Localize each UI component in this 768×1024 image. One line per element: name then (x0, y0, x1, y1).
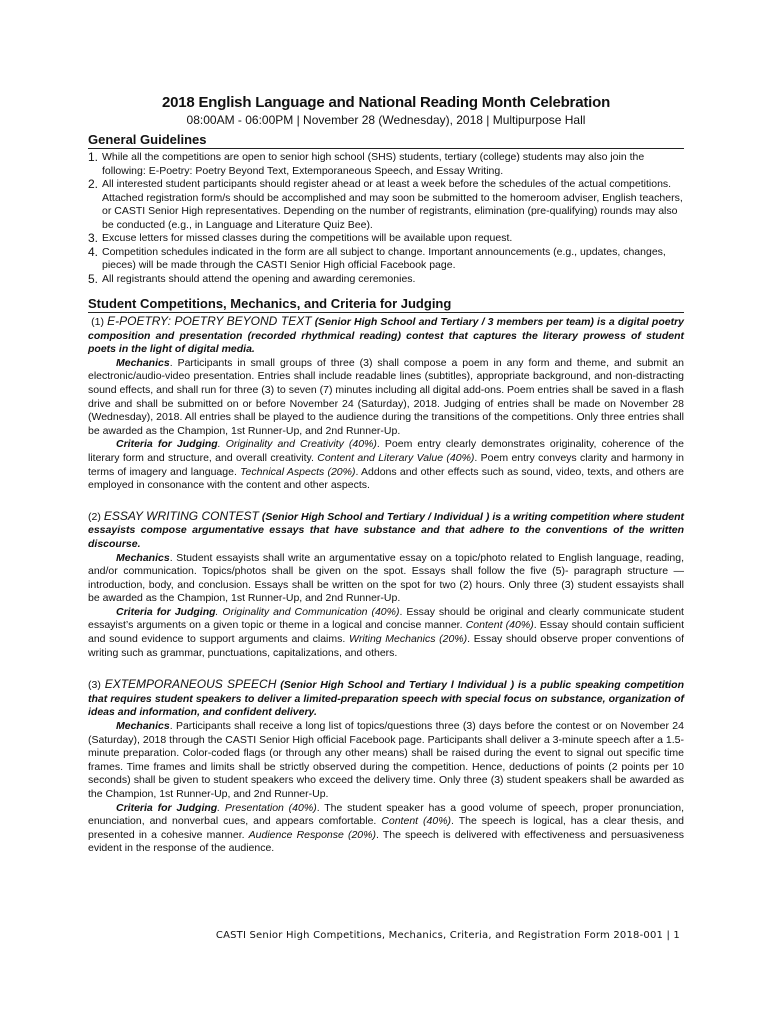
guideline-number: 4. (88, 244, 99, 259)
mechanics-paragraph (88, 720, 684, 802)
criterion-text: . Addons and other effects such as sound, video, texts, and others are employed in consonance with the content and other aspects. (88, 465, 685, 492)
guideline-item (88, 273, 684, 287)
guideline-number: 1. (88, 150, 99, 164)
criteria-paragraph (88, 438, 684, 492)
guideline-item (88, 246, 684, 273)
competition-name: E-POETRY: POETRY BEYOND TEXT (107, 314, 312, 328)
competition-name: EXTEMPORANEOUS SPEECH (104, 677, 277, 692)
guideline-item (88, 151, 684, 178)
criteria-paragraph (88, 606, 684, 660)
competition-desc-text: (Senior High School and Tertiary l Individual ) is a public speaking competition that requires student speakers to deliver a limited-preparation speech with special focus on substance, organization of ideas and information, and confident delivery. (88, 679, 685, 719)
criterion-text: . Essay should be original and clearly communicate student essayist’s arguments on a given topic or theme in a logical and concise manner. (88, 605, 684, 632)
guideline-text: All registrants should attend the opening and awarding ceremonies. (102, 272, 416, 285)
criterion-name: Content (40%) (465, 619, 534, 632)
competition-number: (1) (91, 316, 104, 328)
criteria-label: Criteria for Judging (116, 801, 218, 814)
criterion-name: Content (40%) (381, 815, 452, 828)
page-content (88, 94, 684, 856)
guideline-text: All interested student participants should register ahead or at least a week before the schedules of the actual competitions. Attached registration form/s should be accomplished and may soon be submitted to the homeroom adviser, English teachers, or CASTI Senior High representatives. Depending on the number of registrants, elimination (pre-qualifying) rounds may also be conducted (e.g., in Language and Literature Quiz Bee). (102, 178, 683, 231)
criterion-name: . Presentation (40%) (217, 801, 317, 814)
criterion-name: Content and Literary Value (40%) (317, 451, 475, 464)
guideline-number: 5. (88, 271, 99, 286)
criterion-text: . Essay should contain sufficient and sound evidence to support arguments and claims. (88, 619, 685, 646)
mechanics-text: . Student essayists shall write an argumentative essay on a topic/photo related to English language, reading, and/or communication. Topics/photos shall be given on the spot. Essays shall follow the five (5)- paragraph structure — introduction, body, and conclusion. Essays shall be written on the spot for two (2) hours. Only three (3) student essayists shall be awarded as the Champion, 1st Runner-Up, and 2nd Runner-Up. (88, 551, 684, 605)
guideline-number: 3. (88, 231, 99, 245)
competition-e-poetry (88, 315, 684, 493)
criteria-label: Criteria for Judging (116, 605, 216, 618)
general-guidelines-heading: General Guidelines (88, 132, 684, 149)
guideline-text: Excuse letters for missed classes during the competitions will be available upon request. (102, 232, 513, 244)
competition-desc-text: (Senior High School and Tertiary / 3 members per team) is a digital poetry composition and presentation (recorded rhythmical reading) contest that captures the literary prowess of student poets in the light of digital media. (88, 316, 685, 356)
mechanics-paragraph (88, 552, 684, 606)
criterion-name: . Originality and Communication (40%) (215, 605, 400, 618)
competition-name: ESSAY WRITING CONTEST (103, 508, 259, 523)
criterion-text: . Poem entry clearly demonstrates originality, coherence of the literary form and structure, and overall creativity. (88, 438, 684, 464)
guideline-item (88, 178, 684, 232)
guideline-number: 2. (88, 177, 99, 191)
competition-extemporaneous-speech (88, 678, 684, 856)
mechanics-label: Mechanics (116, 551, 170, 564)
criterion-name: Audience Response (20%) (248, 828, 376, 841)
mechanics-label: Mechanics (116, 720, 170, 733)
competition-number: (3) (88, 679, 101, 692)
criterion-text: . The speech is delivered with effectiveness and persuasiveness evident in the response of the audience. (88, 828, 685, 855)
criterion-text: . The speech is logical, has a clear thesis, and presented in a cohesive manner. (88, 815, 684, 841)
mechanics-text: . Participants in small groups of three (3) shall compose a poem in any form and theme, and submit an electronic/audio-video presentation. Entries shall include readable lines (subtitles), appropriate background, and non-distracting sound effects, and shall run for three (3) to seven (7) minutes including all digital add-ons. Poem entries shall be saved in a flash drive and shall be submitted on or before November 24 (Saturday), 2018. Judging of entries shall be made on November 28 (Wednesday), 2018. All entries shall be played to the audience during the transitions of the competitions. Only three entries shall be awarded as the Champion, 1st Runner-Up, and 2nd Runner-Up. (88, 356, 684, 437)
page-title: 2018 English Language and National Reading Month Celebration (161, 94, 611, 111)
guideline-text: Competition schedules indicated in the form are all subject to change. Important announcements (e.g., updates, changes, pieces) will be made through the CASTI Senior High official Facebook page. (102, 245, 666, 271)
criterion-name: Technical Aspects (20%) (240, 465, 356, 478)
competition-essay-writing (88, 510, 684, 661)
criterion-text: . Essay should observe proper conventions of writing such as grammar, punctuations, capitalizations, and others. (88, 633, 684, 659)
criteria-label: Criteria for Judging (116, 438, 218, 451)
guideline-item (88, 232, 684, 246)
guideline-text: While all the competitions are open to senior high school (SHS) students, tertiary (college) students may also join the following: E-Poetry: Poetry Beyond Text, Extemporaneous Speech, and Essay Writing. (102, 151, 645, 177)
criterion-name: . Originality and Creativity (40%) (217, 438, 377, 451)
criterion-text: . The student speaker has a good volume of speech, proper pronunciation, enunciation, and nonverbal cues, and appears comfortable. (88, 801, 684, 828)
mechanics-text: . Participants shall receive a long list of topics/questions three (3) days before the contest or on November 24 (Saturday), 2018 through the CASTI Senior High official Facebook page. Participants shall deliver a 3-minute speech after a 1.5-minute preparation. Color-coded flags (or through any other means) shall be raised during the event to signal out specific time frames. Time frames and limits shall be strictly observed during the competition. Hence, deductions of points (2 points per 10 seconds) shall be given to student speakers who exceed the delivery time. Only three (3) student speakers shall be awarded as the Champion, 1st Runner-Up, and 2nd Runner-Up. (88, 720, 684, 800)
competitions-heading: Student Competitions, Mechanics, and Criteria for Judging (88, 296, 684, 313)
criteria-paragraph (88, 802, 684, 856)
criterion-name: Writing Mechanics (20%) (348, 633, 468, 646)
mechanics-paragraph (88, 357, 684, 439)
competition-desc-text: (Senior High School and Tertiary / Individual ) is a writing competition where student essayists compose argumentative essays that have substance and that adhere to the conventions of the written discourse. (88, 510, 685, 550)
criterion-text: . Poem entry conveys clarity and harmony in terms of imagery and language. (88, 451, 684, 478)
mechanics-label: Mechanics (116, 356, 170, 369)
competition-description (88, 510, 684, 552)
competition-description (88, 315, 684, 357)
event-schedule: 08:00AM - 06:00PM | November 28 (Wednesday), 2018 | Multipurpose Hall (186, 113, 586, 127)
page-footer: CASTI Senior High Competitions, Mechanics, Criteria, and Registration Form 2018-001 | 1 (215, 930, 680, 941)
competition-description (88, 678, 684, 720)
guidelines-list (88, 151, 684, 286)
competition-number: (2) (88, 510, 101, 523)
